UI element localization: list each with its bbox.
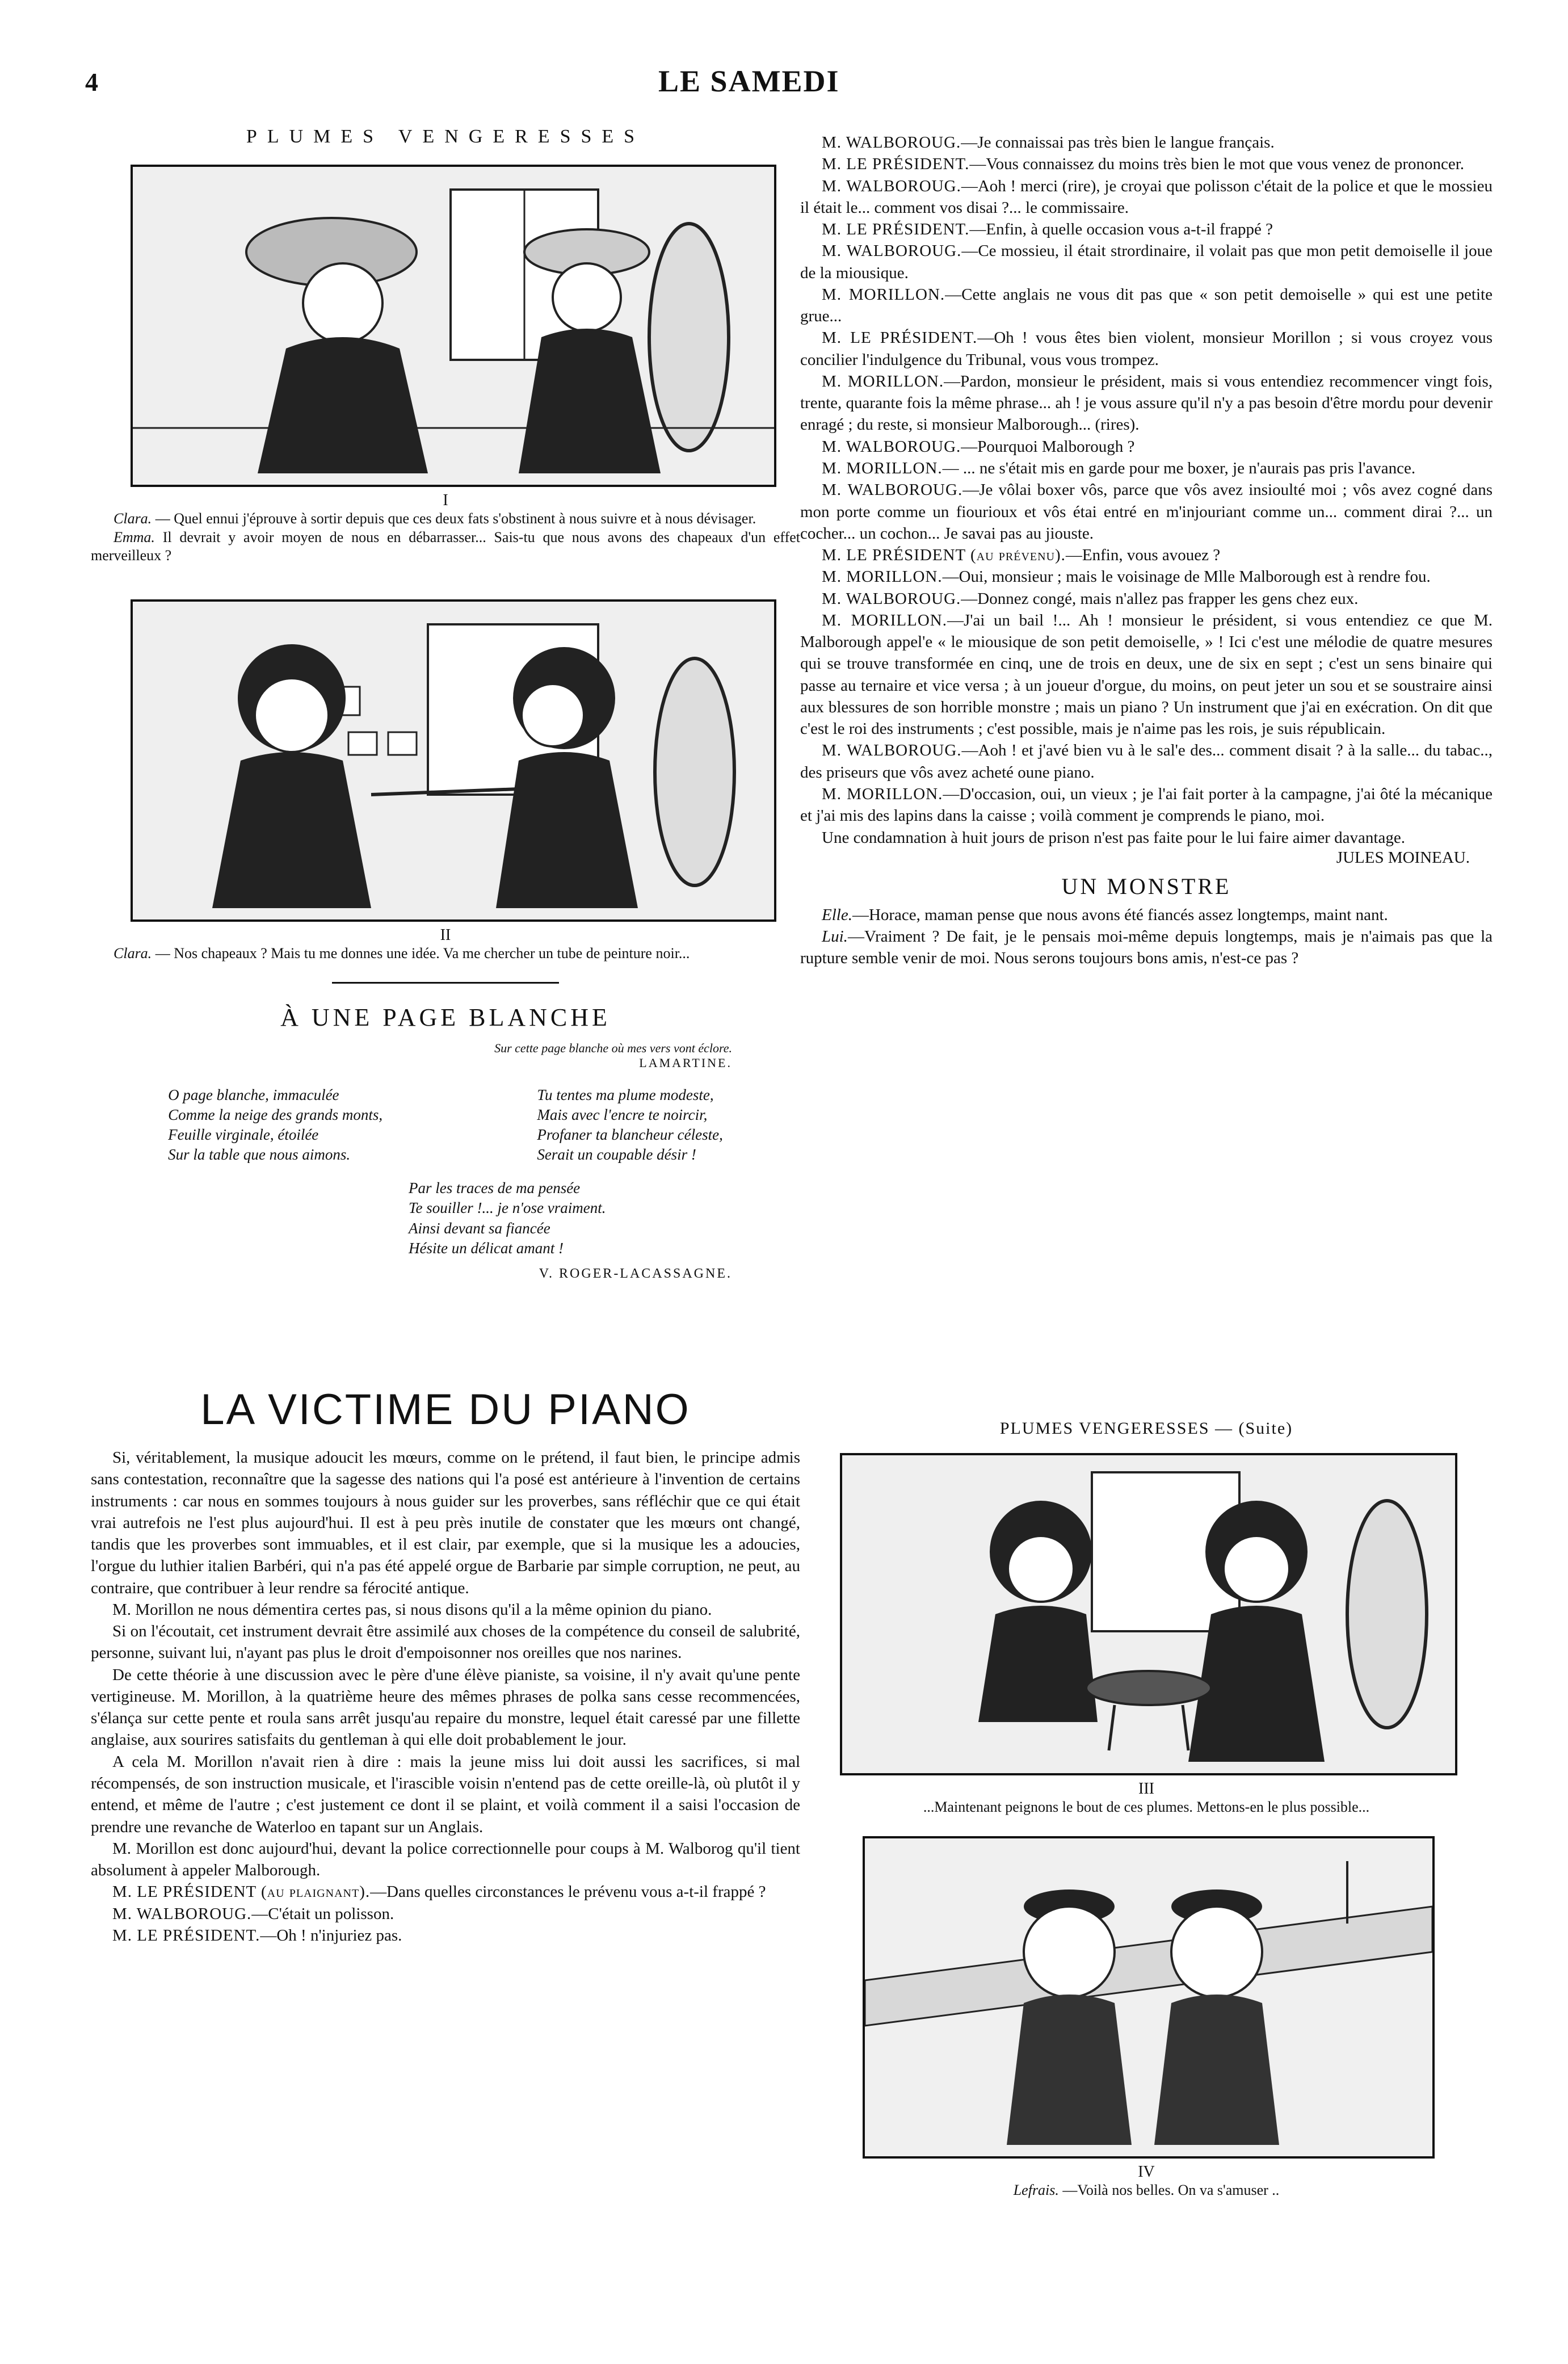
poem-stanza-3 bbox=[409, 1178, 800, 1258]
speaker-label: M. LE PRÉSIDENT. bbox=[822, 329, 978, 347]
dialog-text: —Donnez congé, mais n'allez pas frapper les gens chez eux. bbox=[961, 589, 1359, 608]
poem-stanza-1 bbox=[168, 1085, 382, 1165]
dialog-line bbox=[800, 284, 1493, 327]
speaker-label: M. WALBOROUG. bbox=[822, 133, 961, 152]
plumes-section bbox=[91, 126, 800, 1282]
poem-line: Mais avec l'encre te noircir, bbox=[537, 1106, 708, 1124]
dialog-line bbox=[800, 436, 1493, 457]
speaker-label: Lui. bbox=[822, 927, 848, 946]
article-paragraph: Si, véritablement, la musique adoucit les mœurs, comme on le prétend, il faut bien, le principe admis sans contestation, reconnaître que la sagesse des nations qui l'a posé est antérieure à l'invention de certains instruments : car nous en sommes toujours à nous guider sur les proverbes, sans réfléchir que ce qui était vrai autrefois ne l'est plus aujourd'hui. Il est à peu près inutile de constater que les mœurs ont changé, tandis que les proverbes sont immuables, et il est clair, par exemple, que si la musique les a adoucies, l'orgue du luthier italien Barbéri, qui n'a pas été appelé orgue de Barbarie par simple corruption, ne peut, au contraire, que contribuer à leur rendre sa férocité antique. bbox=[91, 1448, 800, 1597]
article-title: LA VICTIME DU PIANO bbox=[200, 1385, 691, 1434]
plumes-title: PLUMES VENGERESSES bbox=[246, 126, 645, 147]
article-continuation bbox=[800, 132, 1493, 969]
panel-1-caption-line bbox=[91, 510, 800, 528]
dialog-text: —Aoh ! et j'avé bien vu à le sal'e des... comment disait ? à la salle... du tabac.., des priseurs que vôs avez acheté oune piano. bbox=[800, 741, 1493, 782]
speaker-label: M. WALBOROUG. bbox=[822, 481, 963, 499]
illustration-panel-3 bbox=[840, 1453, 1457, 1775]
illustration-panel-4 bbox=[863, 1836, 1435, 2159]
poem-line: Ainsi devant sa fiancée bbox=[409, 1219, 550, 1237]
dialog-line bbox=[91, 1881, 800, 1903]
caption-text: — Quel ennui j'éprouve à sortir depuis que ces deux fats s'obstinent à nous suivre et à nous dévisager. bbox=[155, 510, 756, 527]
speaker-label: M. MORILLON. bbox=[822, 568, 943, 586]
poem-line: Par les traces de ma pensée bbox=[409, 1179, 581, 1197]
dialog-text: —Cette anglais ne vous dit pas que « son petit demoiselle » qui est une petite grue... bbox=[800, 285, 1493, 326]
illustration-panel-1 bbox=[131, 165, 776, 487]
speaker-label: M. WALBOROUG. bbox=[822, 741, 962, 760]
poem-line: Hésite un délicat amant ! bbox=[409, 1239, 564, 1257]
dialog-text: —Oh ! vous êtes bien violent, monsieur Morillon ; si vous croyez vous concilier l'indulgence du Tribunal, vous vous trompez. bbox=[800, 329, 1493, 369]
speaker-label: M. LE PRÉSIDENT (au plaignant). bbox=[112, 1883, 371, 1901]
panel-4-number: IV bbox=[1138, 2163, 1155, 2181]
dialog-line bbox=[800, 610, 1493, 740]
dialog-text: —Enfin, vous avouez ? bbox=[1065, 546, 1221, 565]
speaker-label: M. LE PRÉSIDENT. bbox=[112, 1926, 260, 1945]
speaker-label: Lefrais. bbox=[1013, 2181, 1059, 2198]
speaker-label: M. MORILLON. bbox=[822, 611, 947, 629]
poem-author: V. ROGER-LACASSAGNE. bbox=[539, 1266, 732, 1281]
speaker-label: M. LE PRÉSIDENT (au prévenu). bbox=[822, 546, 1066, 565]
caption-text: — Nos chapeaux ? Mais tu me donnes une idée. Va me chercher un tube de peinture noir... bbox=[155, 944, 690, 961]
dialog-text: —D'occasion, oui, un vieux ; je l'ai fait porter à la campagne, j'ai ôté la mécanique et j'ai mis des lapins dans la caisse ; voilà comment je comprends le piano, moi. bbox=[800, 784, 1493, 825]
plumes-suite-section bbox=[800, 1419, 1493, 2199]
speaker-label: M. MORILLON. bbox=[822, 372, 944, 390]
panel-1-number: I bbox=[443, 492, 448, 509]
dialog-line bbox=[800, 175, 1493, 219]
dialog-text: — ... ne s'était mis en garde pour me boxer, je n'aurais pas pris l'avance. bbox=[942, 459, 1416, 477]
poem-line: Profaner ta blancheur céleste, bbox=[537, 1126, 723, 1144]
monstre-title: UN MONSTRE bbox=[1061, 873, 1231, 899]
dialog-line bbox=[800, 479, 1493, 544]
poem-title: À UNE PAGE BLANCHE bbox=[280, 1003, 611, 1031]
poem-section bbox=[91, 1003, 800, 1282]
dialog-line bbox=[800, 371, 1493, 436]
illustration-panel-2 bbox=[131, 599, 776, 922]
article-paragraph: Si on l'écoutait, cet instrument devrait être assimilé aux choses de la compétence du conseil de salubrité, personne, suivant lui, n'ayant pas plus le droit d'empoisonner nos oreilles que nos narines. bbox=[91, 1622, 800, 1662]
poem-line: Serait un coupable désir ! bbox=[537, 1146, 696, 1164]
speaker-label: M. MORILLON. bbox=[822, 285, 945, 304]
speaker-label: Emma. bbox=[113, 528, 155, 545]
article-author: JULES MOINEAU. bbox=[1336, 848, 1470, 867]
dialog-line bbox=[800, 544, 1493, 566]
article-paragraph: M. Morillon est donc aujourd'hui, devant la police correctionnelle pour coups à M. Walborog qu'il tient absolument à appeler Malborough. bbox=[91, 1839, 800, 1880]
plumes-suite-title: PLUMES VENGERESSES — (Suite) bbox=[999, 1419, 1293, 1438]
panel-2-caption-line bbox=[91, 944, 800, 963]
poem-line: Comme la neige des grands monts, bbox=[168, 1106, 383, 1124]
speaker-label: M. MORILLON. bbox=[822, 459, 943, 477]
poem-line: O page blanche, immaculée bbox=[168, 1086, 339, 1103]
panel-3-number: III bbox=[1138, 1780, 1154, 1798]
dialog-text: —Ce mossieu, il était strordinaire, il volait pas que mon petit demoiselle il joue de la miousique. bbox=[800, 242, 1493, 282]
dialog-line bbox=[800, 783, 1493, 827]
poem-line: Tu tentes ma plume modeste, bbox=[537, 1086, 714, 1103]
dialog-text: —Je vôlai boxer vôs, parce que vôs avez insioulté moi ; vôs avez cogné dans mon porte comme un fiourioux et vôs étai entré en m'injouriant comme un... comment dirai ?... un cocher... un cochon... Je savai pas au jiouste. bbox=[800, 481, 1493, 543]
poem-stanzas bbox=[91, 1085, 800, 1165]
dialog-line bbox=[800, 457, 1493, 479]
poem-line: Sur la table que nous aimons. bbox=[168, 1146, 351, 1164]
caption-text: —Voilà nos belles. On va s'amuser .. bbox=[1062, 2181, 1280, 2198]
dialog-line bbox=[800, 588, 1493, 610]
poem-line: Feuille virginale, étoilée bbox=[168, 1126, 319, 1144]
speaker-label: M. WALBOROUG. bbox=[112, 1904, 252, 1923]
dialog-text: —Je connaissai pas très bien le langue français. bbox=[961, 133, 1275, 152]
dialog-text: —Enfin, à quelle occasion vous a-t-il frappé ? bbox=[969, 220, 1273, 239]
dialog-text: —Vraiment ? De fait, je le pensais moi-même depuis longtemps, mais je n'aimais pas que la rupture semble venir de moi. Nous serons toujours bons amis, n'est-ce pas ? bbox=[800, 927, 1493, 968]
article-paragraph: De cette théorie à une discussion avec le père d'une élève pianiste, sa voisine, il n'y avait qu'une pente vertigineuse. M. Morillon, à la quatrième heure des mêmes phrases de polka sans cesse recommencées, s'élança sur cette pente et roula sans arrêt jusqu'au repaire du monstre, lequel était caressé par une fillette anglaise, aux sourires satisfaits du gentleman à qui elle doit probablement le jour. bbox=[91, 1665, 800, 1749]
speaker-label: M. WALBOROUG. bbox=[822, 589, 961, 608]
panel-4-caption bbox=[800, 2181, 1493, 2200]
dialog-text: —Horace, maman pense que nous avons été fiancés assez longtemps, maint nant. bbox=[852, 905, 1388, 924]
poem-stanza-2 bbox=[537, 1085, 722, 1165]
journal-title: LE SAMEDI bbox=[658, 64, 840, 98]
dialog-text: —Oh ! n'injuriez pas. bbox=[260, 1926, 402, 1945]
panel-2-number: II bbox=[440, 926, 451, 944]
speaker-label: Clara. bbox=[113, 944, 152, 961]
panel-3-caption: ...Maintenant peignons le bout de ces plumes. Mettons-en le plus possible... bbox=[923, 1799, 1370, 1815]
dialog-line bbox=[800, 566, 1493, 587]
dialog-text: —Pourquoi Malborough ? bbox=[961, 437, 1135, 456]
dialog-line bbox=[91, 1925, 800, 1946]
dialog-text: —Dans quelles circonstances le prévenu vous a-t-il frappé ? bbox=[370, 1883, 766, 1901]
poem-line: Te souiller !... je n'ose vraiment. bbox=[409, 1199, 606, 1217]
dialog-line bbox=[800, 740, 1493, 783]
speaker-label: M. MORILLON. bbox=[822, 784, 943, 803]
article-section bbox=[91, 1385, 800, 1946]
dialog-text: —Oui, monsieur ; mais le voisinage de Mlle Malborough est à rendre fou. bbox=[942, 568, 1431, 586]
dialog-text: —C'était un polisson. bbox=[251, 1904, 394, 1923]
dialog-text: —Pardon, monsieur le président, mais si vous entendiez recommencer vingt fois, trente, quarante fois la même phrase... ah ! je vous assure qu'il n'y a pas besoin d'être mordu pour devenir enragé ; du reste, si monsieur Malborough... (rires). bbox=[800, 372, 1493, 434]
dialog-line bbox=[800, 327, 1493, 371]
dialog-text: —Aoh ! merci (rire), je croyai que polisson c'était de la police et que le mossieu il était le... comment vos disai ?... le commissaire. bbox=[800, 177, 1493, 217]
speaker-label: M. WALBOROUG. bbox=[822, 177, 961, 195]
dialog-text: —J'ai un bail !... Ah ! monsieur le président, si vous entendiez ce que M. Malborough appel'e « le miousique de son petit demoiselle, » ! Ici c'est une mélodie de quatre mesures qui se trouve transformée en cinq, une de trois en deux, une de six en sept ; c'est un sens binaire qui passe au ternaire et vice versa ; à un joueur d'orgue, du moins, on peut jeter un sou et se soustraire ainsi aux blessures de son horrible monstre ; mais un piano ? Un instrument que j'ai en exécration. On dit que c'est le roi des instruments ; c'est possible, mais je n'aime pas les rois, je suis républicain. bbox=[800, 611, 1493, 738]
section-divider bbox=[332, 982, 559, 984]
speaker-label: M. LE PRÉSIDENT. bbox=[822, 155, 970, 174]
speaker-label: M. WALBOROUG. bbox=[822, 242, 962, 261]
dialog-text: —Vous connaissez du moins très bien le mot que vous venez de prononcer. bbox=[969, 155, 1465, 174]
speaker-label: M. LE PRÉSIDENT. bbox=[822, 220, 970, 239]
caption-text: Il devrait y avoir moyen de nous en débarrasser... Sais-tu que nous avons des chapeaux d'un effet merveilleux ? bbox=[91, 528, 800, 564]
speaker-label: M. WALBOROUG. bbox=[822, 437, 961, 456]
dialog-line bbox=[800, 219, 1493, 240]
monstre-line bbox=[800, 904, 1493, 926]
speaker-label: Elle. bbox=[822, 905, 852, 924]
page-number: 4 bbox=[85, 68, 98, 96]
dialog-line bbox=[800, 240, 1493, 284]
monstre-line bbox=[800, 926, 1493, 969]
article-conclusion: Une condamnation à huit jours de prison n'est pas faite pour le lui faire aimer davantage. bbox=[822, 828, 1405, 847]
speaker-label: Clara. bbox=[113, 510, 152, 527]
poem-epigraph-author: LAMARTINE. bbox=[639, 1056, 732, 1070]
dialog-line bbox=[800, 132, 1493, 153]
article-paragraph: A cela M. Morillon n'avait rien à dire : mais la jeune miss lui doit aussi les sacrifices, si mal récompensés, de son instruction musicale, et l'irascible voisin n'entend pas de cette oreille-là, où plutôt il y entend, et même de l'autre ; c'est justement ce dont il se plaint, et voilà comment il a saisi l'occasion de prendre une revanche de Waterloo en tapant sur un Anglais. bbox=[91, 1752, 800, 1836]
article-paragraph: M. Morillon ne nous démentira certes pas, si nous disons qu'il a la même opinion du piano. bbox=[112, 1600, 712, 1619]
poem-epigraph: Sur cette page blanche où mes vers vont éclore. bbox=[494, 1041, 732, 1055]
dialog-line bbox=[91, 1903, 800, 1925]
dialog-line bbox=[800, 153, 1493, 175]
panel-1-caption-line bbox=[91, 528, 800, 565]
